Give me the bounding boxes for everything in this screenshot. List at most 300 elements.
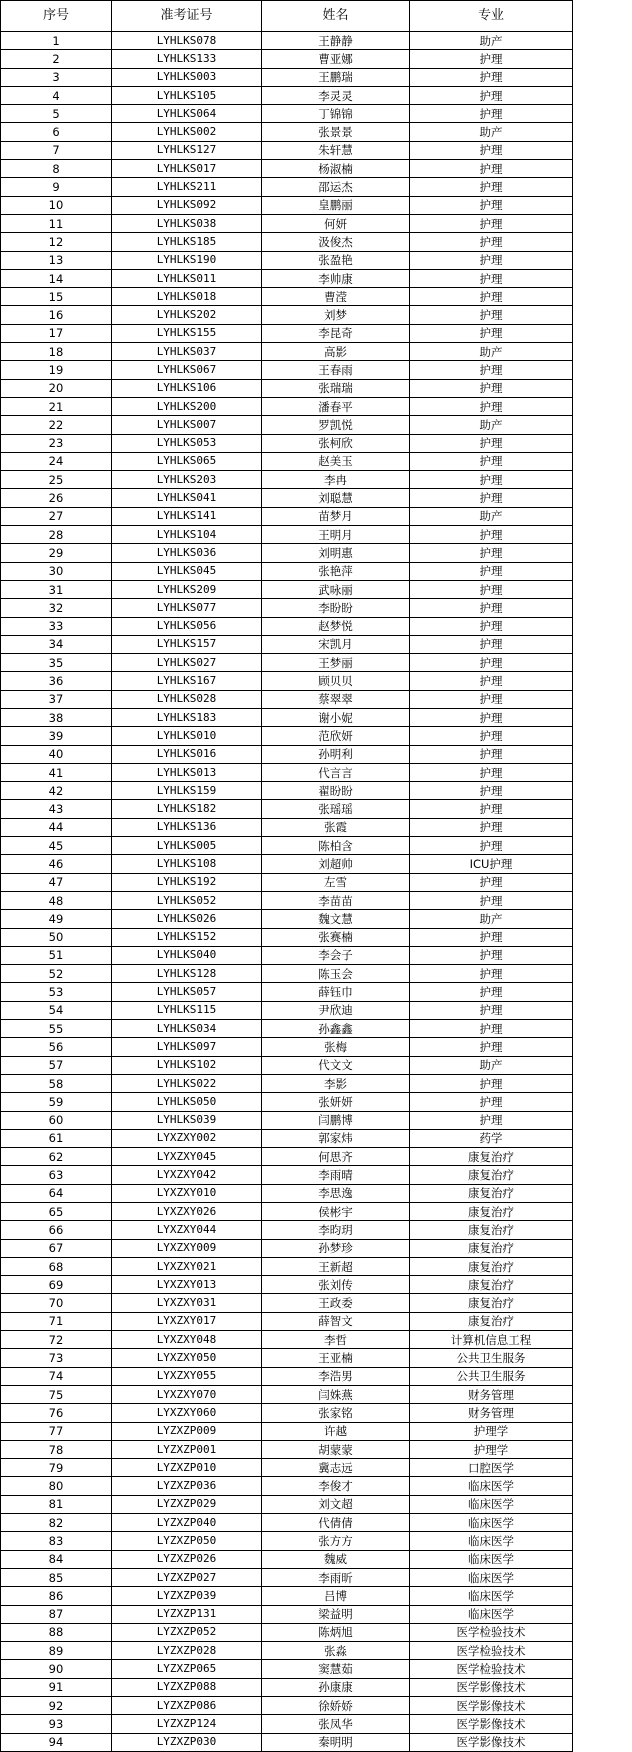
row-major: 助产 — [410, 343, 573, 361]
table-row — [1, 1312, 573, 1330]
table-row — [1, 1331, 573, 1349]
row-exam-id: LYXZXY010 — [112, 1184, 262, 1202]
row-name: 潘春平 — [262, 397, 410, 415]
row-index: 55 — [1, 1020, 112, 1038]
table-row — [1, 965, 573, 983]
row-major: 护理 — [410, 599, 573, 617]
row-index: 39 — [1, 727, 112, 745]
row-exam-id: LYXZXY031 — [112, 1294, 262, 1312]
row-name: 张艳萍 — [262, 562, 410, 580]
row-name: 许越 — [262, 1422, 410, 1440]
row-index: 15 — [1, 288, 112, 306]
row-index: 59 — [1, 1093, 112, 1111]
row-index: 89 — [1, 1642, 112, 1660]
row-name: 张盈艳 — [262, 251, 410, 269]
row-major: 康复治疗 — [410, 1166, 573, 1184]
row-index: 91 — [1, 1678, 112, 1696]
row-name: 刘明惠 — [262, 544, 410, 562]
table-row — [1, 946, 573, 964]
row-index: 66 — [1, 1221, 112, 1239]
row-major: 临床医学 — [410, 1587, 573, 1605]
row-major: 护理 — [410, 690, 573, 708]
table-row — [1, 1459, 573, 1477]
row-exam-id: LYXZXY055 — [112, 1367, 262, 1385]
row-exam-id: LYHLKS056 — [112, 617, 262, 635]
table-row — [1, 1568, 573, 1586]
table-row — [1, 507, 573, 525]
table-row — [1, 855, 573, 873]
row-exam-id: LYHLKS128 — [112, 965, 262, 983]
row-exam-id: LYHLKS203 — [112, 471, 262, 489]
table-row — [1, 635, 573, 653]
table-row — [1, 672, 573, 690]
row-exam-id: LYHLKS028 — [112, 690, 262, 708]
row-major: 护理 — [410, 873, 573, 891]
row-name: 张景景 — [262, 123, 410, 141]
row-major: 护理 — [410, 745, 573, 763]
header-index: 序号 — [1, 1, 112, 32]
row-name: 曹滢 — [262, 288, 410, 306]
row-name: 闫鹏博 — [262, 1111, 410, 1129]
row-exam-id: LYHLKS064 — [112, 105, 262, 123]
row-exam-id: LYXZXY048 — [112, 1331, 262, 1349]
table-row — [1, 416, 573, 434]
table-row — [1, 1148, 573, 1166]
row-exam-id: LYHLKS040 — [112, 946, 262, 964]
row-major: 康复治疗 — [410, 1221, 573, 1239]
table-row — [1, 141, 573, 159]
row-index: 74 — [1, 1367, 112, 1385]
row-major: 护理 — [410, 654, 573, 672]
row-exam-id: LYHLKS067 — [112, 361, 262, 379]
row-exam-id: LYZXZP009 — [112, 1422, 262, 1440]
row-name: 窦慧茹 — [262, 1660, 410, 1678]
table-row — [1, 690, 573, 708]
table-row — [1, 708, 573, 726]
row-exam-id: LYHLKS167 — [112, 672, 262, 690]
table-row — [1, 837, 573, 855]
row-name: 闫姝燕 — [262, 1385, 410, 1403]
row-index: 11 — [1, 214, 112, 232]
table-row — [1, 1477, 573, 1495]
row-major: 医学检验技术 — [410, 1642, 573, 1660]
row-exam-id: LYHLKS022 — [112, 1074, 262, 1092]
row-major: 护理 — [410, 800, 573, 818]
row-major: 护理 — [410, 965, 573, 983]
row-index: 58 — [1, 1074, 112, 1092]
row-exam-id: LYHLKS007 — [112, 416, 262, 434]
table-row — [1, 471, 573, 489]
row-major: 临床医学 — [410, 1477, 573, 1495]
row-name: 谢小妮 — [262, 708, 410, 726]
row-major: 康复治疗 — [410, 1257, 573, 1275]
table-row — [1, 1422, 573, 1440]
row-index: 53 — [1, 983, 112, 1001]
row-index: 12 — [1, 233, 112, 251]
row-exam-id: LYXZXY009 — [112, 1239, 262, 1257]
table-row — [1, 1550, 573, 1568]
row-major: 护理 — [410, 1001, 573, 1019]
table-row — [1, 1495, 573, 1513]
row-exam-id: LYHLKS039 — [112, 1111, 262, 1129]
row-exam-id: LYHLKS011 — [112, 269, 262, 287]
row-index: 67 — [1, 1239, 112, 1257]
row-exam-id: LYZXZP040 — [112, 1514, 262, 1532]
table-row — [1, 86, 573, 104]
row-index: 78 — [1, 1440, 112, 1458]
row-exam-id: LYHLKS034 — [112, 1020, 262, 1038]
row-major: 康复治疗 — [410, 1276, 573, 1294]
row-index: 21 — [1, 397, 112, 415]
row-exam-id: LYXZXY002 — [112, 1129, 262, 1147]
table-row — [1, 599, 573, 617]
row-exam-id: LYHLKS045 — [112, 562, 262, 580]
row-exam-id: LYZXZP065 — [112, 1660, 262, 1678]
row-major: 护理 — [410, 233, 573, 251]
row-name: 王鹏瑞 — [262, 68, 410, 86]
row-major: 护理 — [410, 214, 573, 232]
row-major: 护理 — [410, 361, 573, 379]
table-row — [1, 1038, 573, 1056]
row-major: 护理 — [410, 68, 573, 86]
row-name: 代倩倩 — [262, 1514, 410, 1532]
row-name: 宋凯月 — [262, 635, 410, 653]
header-row — [1, 1, 573, 32]
row-index: 9 — [1, 178, 112, 196]
row-index: 33 — [1, 617, 112, 635]
row-major: 护理 — [410, 471, 573, 489]
table-row — [1, 617, 573, 635]
table-row — [1, 1605, 573, 1623]
row-major: 护理 — [410, 86, 573, 104]
row-exam-id: LYXZXY045 — [112, 1148, 262, 1166]
row-exam-id: LYHLKS050 — [112, 1093, 262, 1111]
row-name: 罗凯悦 — [262, 416, 410, 434]
table-row — [1, 1642, 573, 1660]
row-name: 刘超帅 — [262, 855, 410, 873]
table-row — [1, 1660, 573, 1678]
row-exam-id: LYZXZP086 — [112, 1697, 262, 1715]
row-name: 张妍妍 — [262, 1093, 410, 1111]
row-name: 何妍 — [262, 214, 410, 232]
row-index: 92 — [1, 1697, 112, 1715]
row-exam-id: LYHLKS037 — [112, 343, 262, 361]
row-index: 84 — [1, 1550, 112, 1568]
row-major: 临床医学 — [410, 1550, 573, 1568]
row-exam-id: LYHLKS010 — [112, 727, 262, 745]
row-name: 刘聪慧 — [262, 489, 410, 507]
table-row — [1, 1385, 573, 1403]
row-exam-id: LYHLKS141 — [112, 507, 262, 525]
row-major: 护理 — [410, 580, 573, 598]
row-exam-id: LYZXZP052 — [112, 1623, 262, 1641]
row-major: 药学 — [410, 1129, 573, 1147]
row-major: 临床医学 — [410, 1495, 573, 1513]
row-exam-id: LYXZXY017 — [112, 1312, 262, 1330]
row-index: 8 — [1, 160, 112, 178]
row-name: 孙梦珍 — [262, 1239, 410, 1257]
row-exam-id: LYZXZP010 — [112, 1459, 262, 1477]
row-exam-id: LYHLKS157 — [112, 635, 262, 653]
row-name: 朱轩慧 — [262, 141, 410, 159]
row-exam-id: LYXZXY013 — [112, 1276, 262, 1294]
row-name: 左雪 — [262, 873, 410, 891]
row-index: 81 — [1, 1495, 112, 1513]
row-name: 蔡翠翠 — [262, 690, 410, 708]
row-exam-id: LYZXZP029 — [112, 1495, 262, 1513]
table-row — [1, 306, 573, 324]
row-index: 34 — [1, 635, 112, 653]
row-exam-id: LYXZXY070 — [112, 1385, 262, 1403]
table-body — [1, 32, 573, 1752]
table-row — [1, 1056, 573, 1074]
row-index: 71 — [1, 1312, 112, 1330]
row-index: 16 — [1, 306, 112, 324]
row-exam-id: LYHLKS106 — [112, 379, 262, 397]
table-row — [1, 1184, 573, 1202]
row-index: 30 — [1, 562, 112, 580]
row-index: 57 — [1, 1056, 112, 1074]
row-name: 张霞 — [262, 818, 410, 836]
table-row — [1, 1239, 573, 1257]
row-index: 94 — [1, 1733, 112, 1751]
table-row — [1, 288, 573, 306]
row-name: 侯彬宇 — [262, 1203, 410, 1221]
row-name: 李思逸 — [262, 1184, 410, 1202]
table-row — [1, 233, 573, 251]
row-exam-id: LYHLKS136 — [112, 818, 262, 836]
row-major: 护理 — [410, 251, 573, 269]
row-exam-id: LYZXZP124 — [112, 1715, 262, 1733]
row-index: 31 — [1, 580, 112, 598]
row-name: 魏威 — [262, 1550, 410, 1568]
row-major: 医学影像技术 — [410, 1715, 573, 1733]
row-index: 36 — [1, 672, 112, 690]
row-major: 助产 — [410, 416, 573, 434]
row-major: 护理 — [410, 50, 573, 68]
row-name: 陈柏含 — [262, 837, 410, 855]
row-index: 13 — [1, 251, 112, 269]
row-name: 陈炳旭 — [262, 1623, 410, 1641]
row-name: 皇鹏丽 — [262, 196, 410, 214]
row-major: 医学检验技术 — [410, 1660, 573, 1678]
table-row — [1, 1623, 573, 1641]
row-exam-id: LYHLKS018 — [112, 288, 262, 306]
row-name: 李盼盼 — [262, 599, 410, 617]
row-major: 康复治疗 — [410, 1148, 573, 1166]
row-name: 李雨晴 — [262, 1166, 410, 1184]
row-major: 财务管理 — [410, 1404, 573, 1422]
row-major: 护理学 — [410, 1422, 573, 1440]
table-row — [1, 1697, 573, 1715]
row-major: 护理 — [410, 562, 573, 580]
table-row — [1, 891, 573, 909]
row-name: 李会子 — [262, 946, 410, 964]
row-exam-id: LYZXZP001 — [112, 1440, 262, 1458]
row-name: 孙明利 — [262, 745, 410, 763]
row-exam-id: LYHLKS003 — [112, 68, 262, 86]
row-index: 10 — [1, 196, 112, 214]
row-name: 王静静 — [262, 32, 410, 50]
row-index: 17 — [1, 324, 112, 342]
row-exam-id: LYHLKS041 — [112, 489, 262, 507]
row-exam-id: LYHLKS152 — [112, 928, 262, 946]
row-major: 临床医学 — [410, 1514, 573, 1532]
row-major: 助产 — [410, 507, 573, 525]
row-index: 47 — [1, 873, 112, 891]
row-exam-id: LYHLKS115 — [112, 1001, 262, 1019]
table-row — [1, 1020, 573, 1038]
row-major: 护理 — [410, 635, 573, 653]
row-index: 1 — [1, 32, 112, 50]
row-major: 护理 — [410, 727, 573, 745]
row-major: 护理 — [410, 160, 573, 178]
row-name: 张淼 — [262, 1642, 410, 1660]
table-row — [1, 800, 573, 818]
row-exam-id: LYHLKS200 — [112, 397, 262, 415]
row-name: 顾贝贝 — [262, 672, 410, 690]
row-exam-id: LYHLKS192 — [112, 873, 262, 891]
row-index: 23 — [1, 434, 112, 452]
row-name: 孙鑫鑫 — [262, 1020, 410, 1038]
row-exam-id: LYHLKS038 — [112, 214, 262, 232]
table-row — [1, 489, 573, 507]
row-name: 汲俊杰 — [262, 233, 410, 251]
row-exam-id: LYZXZP026 — [112, 1550, 262, 1568]
row-major: 护理 — [410, 837, 573, 855]
table-row — [1, 269, 573, 287]
row-index: 45 — [1, 837, 112, 855]
table-row — [1, 818, 573, 836]
row-exam-id: LYHLKS097 — [112, 1038, 262, 1056]
row-name: 秦明明 — [262, 1733, 410, 1751]
row-major: 临床医学 — [410, 1532, 573, 1550]
row-name: 张柯欣 — [262, 434, 410, 452]
row-major: 护理学 — [410, 1440, 573, 1458]
row-name: 王新超 — [262, 1257, 410, 1275]
row-major: 护理 — [410, 544, 573, 562]
row-index: 42 — [1, 782, 112, 800]
row-major: 护理 — [410, 452, 573, 470]
row-major: 康复治疗 — [410, 1239, 573, 1257]
row-index: 6 — [1, 123, 112, 141]
row-major: ICU护理 — [410, 855, 573, 873]
row-major: 护理 — [410, 196, 573, 214]
row-major: 护理 — [410, 782, 573, 800]
row-name: 李冉 — [262, 471, 410, 489]
row-exam-id: LYZXZP036 — [112, 1477, 262, 1495]
row-index: 86 — [1, 1587, 112, 1605]
row-major: 护理 — [410, 489, 573, 507]
row-major: 护理 — [410, 672, 573, 690]
row-name: 王政委 — [262, 1294, 410, 1312]
row-name: 李昀玥 — [262, 1221, 410, 1239]
row-name: 张瑶瑶 — [262, 800, 410, 818]
row-name: 薛钰巾 — [262, 983, 410, 1001]
row-major: 护理 — [410, 1074, 573, 1092]
row-index: 41 — [1, 763, 112, 781]
table-row — [1, 983, 573, 1001]
row-name: 张瑞瑞 — [262, 379, 410, 397]
row-major: 护理 — [410, 708, 573, 726]
row-major: 护理 — [410, 434, 573, 452]
row-major: 助产 — [410, 123, 573, 141]
row-exam-id: LYHLKS002 — [112, 123, 262, 141]
row-major: 康复治疗 — [410, 1312, 573, 1330]
row-exam-id: LYXZXY050 — [112, 1349, 262, 1367]
row-index: 52 — [1, 965, 112, 983]
row-index: 60 — [1, 1111, 112, 1129]
row-major: 护理 — [410, 1038, 573, 1056]
table-row — [1, 1367, 573, 1385]
row-name: 尹欣迪 — [262, 1001, 410, 1019]
row-name: 代言言 — [262, 763, 410, 781]
row-index: 88 — [1, 1623, 112, 1641]
table-row — [1, 251, 573, 269]
row-index: 38 — [1, 708, 112, 726]
table-row — [1, 1093, 573, 1111]
row-major: 康复治疗 — [410, 1184, 573, 1202]
row-index: 50 — [1, 928, 112, 946]
row-major: 护理 — [410, 141, 573, 159]
row-exam-id: LYHLKS026 — [112, 910, 262, 928]
row-exam-id: LYHLKS017 — [112, 160, 262, 178]
row-major: 临床医学 — [410, 1605, 573, 1623]
row-exam-id: LYXZXY060 — [112, 1404, 262, 1422]
row-name: 李影 — [262, 1074, 410, 1092]
row-major: 护理 — [410, 288, 573, 306]
row-name: 吕博 — [262, 1587, 410, 1605]
row-exam-id: LYZXZP131 — [112, 1605, 262, 1623]
row-index: 70 — [1, 1294, 112, 1312]
row-index: 80 — [1, 1477, 112, 1495]
table-row — [1, 1111, 573, 1129]
row-name: 李俊才 — [262, 1477, 410, 1495]
row-exam-id: LYHLKS127 — [112, 141, 262, 159]
row-exam-id: LYHLKS005 — [112, 837, 262, 855]
row-index: 64 — [1, 1184, 112, 1202]
row-name: 郭家炜 — [262, 1129, 410, 1147]
table-row — [1, 397, 573, 415]
row-exam-id: LYHLKS190 — [112, 251, 262, 269]
row-index: 54 — [1, 1001, 112, 1019]
row-index: 29 — [1, 544, 112, 562]
table-row — [1, 1257, 573, 1275]
row-exam-id: LYHLKS027 — [112, 654, 262, 672]
table-row — [1, 452, 573, 470]
table-row — [1, 214, 573, 232]
row-exam-id: LYZXZP027 — [112, 1568, 262, 1586]
row-name: 李灵灵 — [262, 86, 410, 104]
row-exam-id: LYHLKS092 — [112, 196, 262, 214]
row-major: 护理 — [410, 891, 573, 909]
row-index: 76 — [1, 1404, 112, 1422]
table-row — [1, 32, 573, 50]
row-name: 范欣妍 — [262, 727, 410, 745]
table-row — [1, 727, 573, 745]
row-index: 51 — [1, 946, 112, 964]
row-name: 李帅康 — [262, 269, 410, 287]
row-index: 48 — [1, 891, 112, 909]
table-row — [1, 928, 573, 946]
table-row — [1, 105, 573, 123]
row-index: 68 — [1, 1257, 112, 1275]
row-name: 李浩男 — [262, 1367, 410, 1385]
row-index: 24 — [1, 452, 112, 470]
row-major: 护理 — [410, 105, 573, 123]
row-major: 口腔医学 — [410, 1459, 573, 1477]
row-exam-id: LYHLKS155 — [112, 324, 262, 342]
